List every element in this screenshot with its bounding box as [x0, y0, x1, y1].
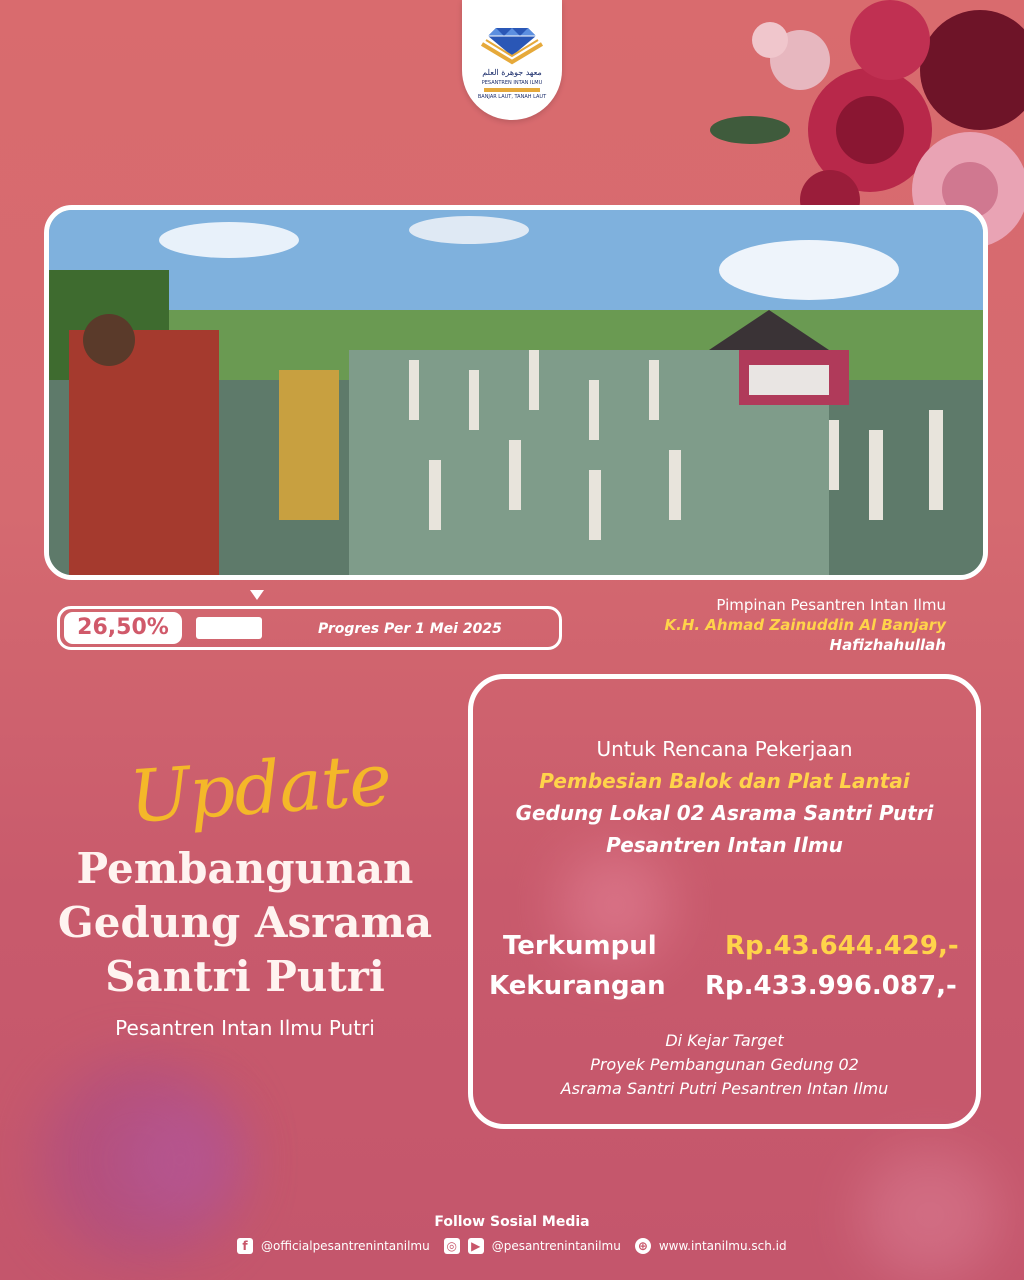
funding-info-box: [468, 674, 981, 1129]
instagram-icon[interactable]: ◎: [444, 1238, 460, 1254]
leader-honorific: Hafizhahullah: [829, 636, 946, 654]
bg-blur-blob: [120, 1100, 240, 1220]
social-links: [237, 1236, 801, 1256]
leader-title: Pimpinan Pesantren Intan Ilmu: [716, 596, 946, 614]
leader-name: K.H. Ahmad Zainuddin Al Banjary: [664, 616, 946, 634]
target-note: Asrama Santri Putri Pesantren Intan Ilmu: [560, 1079, 889, 1098]
logo-arabic-name: معهد جوهرة العلم: [482, 68, 542, 77]
shortfall-value: Rp.433.996.087,-: [705, 971, 957, 1001]
title-line: Santri Putri: [105, 952, 385, 1001]
plan-intro: Untuk Rencana Pekerjaan: [596, 737, 853, 761]
progress-caption: Progres Per 1 Mei 2025: [318, 621, 502, 637]
pesantren-logo: [462, 0, 562, 120]
website-link[interactable]: www.intanilmu.sch.id: [658, 1239, 787, 1253]
progress-bar: [57, 606, 562, 650]
plan-building: Gedung Lokal 02 Asrama Santri Putri: [515, 801, 934, 825]
title-line: Pembangunan: [76, 844, 414, 893]
subtitle: Pesantren Intan Ilmu Putri: [115, 1016, 375, 1040]
progress-fill: [196, 617, 262, 639]
main-title: [40, 842, 450, 1004]
follow-heading: Follow Sosial Media: [434, 1214, 590, 1230]
progress-marker: [250, 590, 264, 600]
plan-institution: Pesantren Intan Ilmu: [606, 833, 843, 857]
collected-value: Rp.43.644.429,-: [725, 931, 959, 961]
progress-percent: 26,50%: [64, 612, 182, 644]
construction-site-image: [49, 210, 983, 575]
facebook-handle[interactable]: @officialpesantrenintanilmu: [261, 1239, 430, 1253]
construction-photo: [44, 205, 988, 580]
diamond-book-icon: [476, 22, 548, 66]
instagram-youtube-handle[interactable]: @pesantrenintanilmu: [491, 1239, 621, 1253]
leader-block: [665, 596, 946, 654]
logo-latin-name: PESANTREN INTAN ILMU: [481, 80, 543, 86]
youtube-icon[interactable]: ▶: [468, 1238, 484, 1254]
plan-work: Pembesian Balok dan Plat Lantai: [539, 769, 910, 793]
target-note: Proyek Pembangunan Gedung 02: [590, 1055, 859, 1074]
target-note: Di Kejar Target: [665, 1031, 784, 1050]
globe-icon[interactable]: ⊕: [635, 1238, 651, 1254]
title-line: Gedung Asrama: [57, 898, 433, 947]
facebook-icon[interactable]: f: [237, 1238, 253, 1254]
update-script-title: Update: [126, 736, 394, 840]
shortfall-label: Kekurangan: [489, 971, 666, 1001]
collected-label: Terkumpul: [503, 931, 657, 961]
logo-divider: [484, 88, 540, 92]
logo-location: BANJAR LAUT, TANAH LAUT: [477, 94, 547, 100]
